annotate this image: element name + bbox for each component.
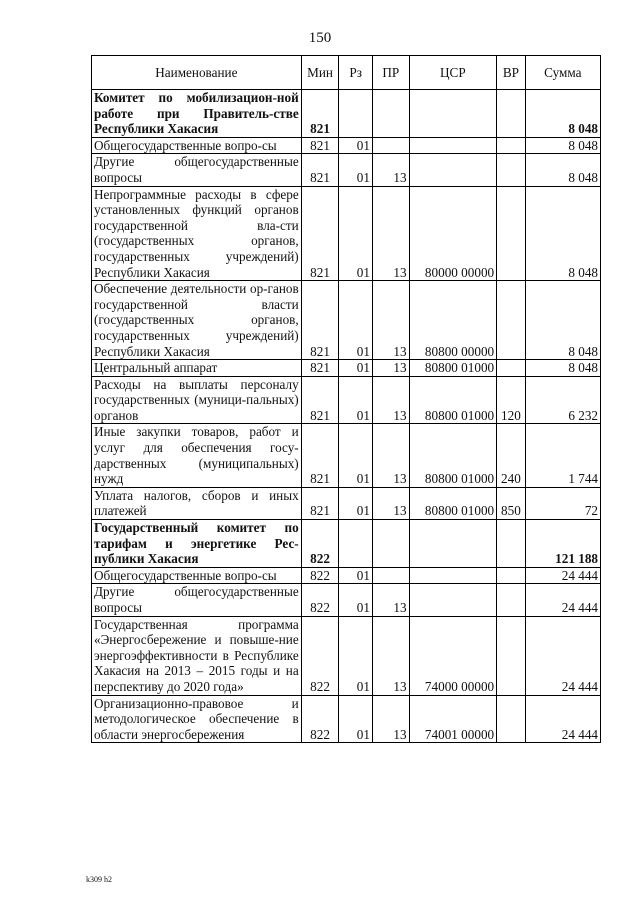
row-sum: 8 048 xyxy=(525,281,600,360)
row-sum: 24 444 xyxy=(525,584,600,616)
header-min: Мин xyxy=(301,56,339,90)
table-row xyxy=(92,584,601,616)
row-rz: 01 xyxy=(339,281,373,360)
row-vr: 120 xyxy=(497,376,526,424)
row-name: Комитет по мобилизацион-ной работе при Правитель-стве Республики Хакасия xyxy=(92,90,302,138)
row-pr: 13 xyxy=(372,487,409,519)
row-pr: 13 xyxy=(372,376,409,424)
row-sum: 121 188 xyxy=(525,520,600,568)
row-min: 821 xyxy=(301,137,339,154)
row-rz xyxy=(339,90,373,138)
row-rz: 01 xyxy=(339,154,373,186)
row-vr xyxy=(497,584,526,616)
row-pr xyxy=(372,90,409,138)
table-row xyxy=(92,376,601,424)
row-name: Уплата налогов, сборов и иных платежей xyxy=(92,487,302,519)
row-csr: 80800 01000 xyxy=(409,487,497,519)
row-sum: 72 xyxy=(525,487,600,519)
table-row xyxy=(92,567,601,584)
row-name: Организационно-правовое и методологическое обеспечение в области энергосбережения xyxy=(92,695,302,743)
header-rz: Рз xyxy=(339,56,373,90)
row-min: 822 xyxy=(301,584,339,616)
row-vr xyxy=(497,281,526,360)
row-pr: 13 xyxy=(372,695,409,743)
row-pr xyxy=(372,520,409,568)
table-row xyxy=(92,487,601,519)
row-vr xyxy=(497,360,526,377)
row-name: Другие общегосударственные вопросы xyxy=(92,154,302,186)
header-sum: Сумма xyxy=(525,56,600,90)
row-min: 821 xyxy=(301,487,339,519)
row-rz: 01 xyxy=(339,616,373,695)
row-name: Обеспечение деятельности ор-ганов государственной власти (государственных органов, государственных учреждений) Республики Хакасия xyxy=(92,281,302,360)
table-row xyxy=(92,695,601,743)
table-row xyxy=(92,281,601,360)
row-rz xyxy=(339,520,373,568)
row-sum: 8 048 xyxy=(525,154,600,186)
row-csr: 80800 01000 xyxy=(409,360,497,377)
row-vr xyxy=(497,90,526,138)
row-vr: 850 xyxy=(497,487,526,519)
row-min: 821 xyxy=(301,281,339,360)
row-min: 822 xyxy=(301,520,339,568)
row-name: Государственный комитет по тарифам и энергетике Рес-публики Хакасия xyxy=(92,520,302,568)
row-rz: 01 xyxy=(339,584,373,616)
table-row xyxy=(92,137,601,154)
row-name: Непрограммные расходы в сфере установленных функций органов государственной вла-сти (государственных органов, государственных учреждений) Республики Хакасия xyxy=(92,186,302,281)
row-name: Общегосударственные вопро-сы xyxy=(92,137,302,154)
row-name: Государственная программа «Энергосбережение и повыше-ние энергоэффективности в Республике Хакасия на 2013 – 2015 годы и на перспективу до 2020 года» xyxy=(92,616,302,695)
row-csr: 80800 01000 xyxy=(409,424,497,487)
table-row xyxy=(92,424,601,487)
row-name: Иные закупки товаров, работ и услуг для обеспечения госу-дарственных (муниципальных) нужд xyxy=(92,424,302,487)
row-name: Расходы на выплаты персоналу государственных (муници-пальных) органов xyxy=(92,376,302,424)
row-vr: 240 xyxy=(497,424,526,487)
row-csr xyxy=(409,90,497,138)
row-sum: 24 444 xyxy=(525,567,600,584)
table-row xyxy=(92,186,601,281)
row-vr xyxy=(497,137,526,154)
header-csr: ЦСР xyxy=(409,56,497,90)
table-row xyxy=(92,520,601,568)
table-row xyxy=(92,360,601,377)
header-pr: ПР xyxy=(372,56,409,90)
row-csr: 80000 00000 xyxy=(409,186,497,281)
row-pr xyxy=(372,567,409,584)
row-rz: 01 xyxy=(339,137,373,154)
row-csr: 80800 01000 xyxy=(409,376,497,424)
row-min: 821 xyxy=(301,360,339,377)
row-min: 821 xyxy=(301,90,339,138)
header-vr: ВР xyxy=(497,56,526,90)
row-vr xyxy=(497,695,526,743)
row-vr xyxy=(497,567,526,584)
row-min: 821 xyxy=(301,424,339,487)
row-rz: 01 xyxy=(339,424,373,487)
row-name: Другие общегосударственные вопросы xyxy=(92,584,302,616)
row-min: 822 xyxy=(301,567,339,584)
row-pr: 13 xyxy=(372,281,409,360)
row-min: 822 xyxy=(301,616,339,695)
table-header-row xyxy=(92,56,601,90)
row-pr: 13 xyxy=(372,186,409,281)
row-csr: 80800 00000 xyxy=(409,281,497,360)
row-sum: 24 444 xyxy=(525,695,600,743)
page-number: 150 xyxy=(308,30,332,46)
row-min: 821 xyxy=(301,186,339,281)
row-vr xyxy=(497,520,526,568)
row-csr xyxy=(409,154,497,186)
row-rz: 01 xyxy=(339,360,373,377)
row-csr: 74000 00000 xyxy=(409,616,497,695)
row-rz: 01 xyxy=(339,376,373,424)
table-row xyxy=(92,90,601,138)
row-pr: 13 xyxy=(372,424,409,487)
row-sum: 8 048 xyxy=(525,186,600,281)
table-row xyxy=(92,154,601,186)
row-sum: 6 232 xyxy=(525,376,600,424)
row-sum: 1 744 xyxy=(525,424,600,487)
table-row xyxy=(92,616,601,695)
row-rz: 01 xyxy=(339,487,373,519)
footer-code: k309 h2 xyxy=(86,875,112,884)
row-sum: 8 048 xyxy=(525,137,600,154)
row-pr: 13 xyxy=(372,584,409,616)
row-vr xyxy=(497,616,526,695)
row-csr xyxy=(409,584,497,616)
row-csr xyxy=(409,567,497,584)
row-csr: 74001 00000 xyxy=(409,695,497,743)
row-min: 821 xyxy=(301,154,339,186)
row-vr xyxy=(497,154,526,186)
row-pr: 13 xyxy=(372,616,409,695)
row-name: Центральный аппарат xyxy=(92,360,302,377)
row-name: Общегосударственные вопро-сы xyxy=(92,567,302,584)
row-pr xyxy=(372,137,409,154)
row-csr xyxy=(409,137,497,154)
row-min: 821 xyxy=(301,376,339,424)
row-csr xyxy=(409,520,497,568)
budget-table xyxy=(91,55,601,743)
row-rz: 01 xyxy=(339,695,373,743)
row-vr xyxy=(497,186,526,281)
row-sum: 8 048 xyxy=(525,360,600,377)
header-name: Наименование xyxy=(92,56,302,90)
row-rz: 01 xyxy=(339,567,373,584)
row-sum: 8 048 xyxy=(525,90,600,138)
row-sum: 24 444 xyxy=(525,616,600,695)
row-pr: 13 xyxy=(372,154,409,186)
row-rz: 01 xyxy=(339,186,373,281)
row-pr: 13 xyxy=(372,360,409,377)
row-min: 822 xyxy=(301,695,339,743)
